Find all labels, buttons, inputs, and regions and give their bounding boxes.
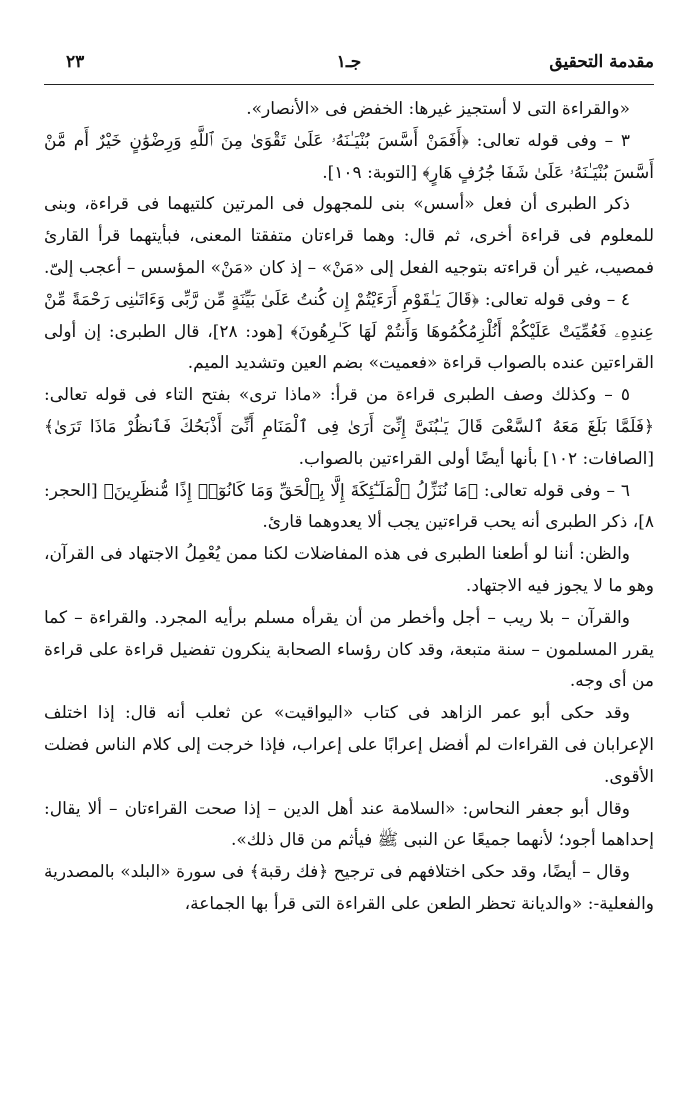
paragraph: ٥ – وكذلك وصف الطبرى قراءة من قرأ: «ماذا ترى» بفتح التاء فى قوله تعالى: ﴿فَلَمَّا بَلَغَ مَعَهُ ٱلسَّعْىَ قَالَ يَـٰبُنَىَّ إِنِّىٓ أَرَىٰ فِى ٱلْمَنَامِ أَنِّىٓ أَذْبَحُكَ فَٱنظُرْ مَاذَا تَرَىٰ﴾ [الصافات: ١٠٢] بأنها أيضًا أولى القراءتين بالصواب. [44, 385, 654, 469]
page-body [44, 94, 654, 921]
paragraph: وقال أبو جعفر النحاس: «السلامة عند أهل الدين – إذا صحت القراءتان – ألا يقال: إحداهما أجود؛ لأنهما جميعًا عن النبى ﷺ فيأثم من قال ذلك». [44, 798, 654, 851]
paragraph: ٣ – وفى قوله تعالى: ﴿أَفَمَنْ أَسَّسَ بُنْيَـٰنَهُۥ عَلَىٰ تَقْوَىٰ مِنَ ٱللَّهِ وَرِضْوَٰنٍ خَيْرٌ أَم مَّنْ أَسَّسَ بُنْيَـٰنَهُۥ عَلَىٰ شَفَا جُرُفٍ هَارٍ﴾ [التوبة: ١٠٩]. [44, 130, 654, 183]
paragraph: والقرآن – بلا ريب – أجل وأخطر من أن يقرأه مسلم برأيه المجرد. والقراءة – كما يقرر المسلمون – سنة متبعة، وقد كان رؤساء الصحابة ينكرون تفضيل قراءة على قراءة من أى وجه. [44, 607, 654, 692]
section-title: مقدمة التحقيق [549, 52, 654, 72]
page-number: ٢٣ [66, 52, 85, 72]
page-header [44, 40, 654, 85]
paragraph: وقال – أيضًا، وقد حكى اختلافهم فى ترجيح ﴿فك رقبة﴾ فى سورة «البلد» بالمصدرية والفعلية-: «والديانة تحظر الطعن على القراءة التى قرأ بها الجماعة، [44, 862, 654, 914]
paragraph: ذكر الطبرى أن فعل «أسس» بنى للمجهول فى المرتين كلتيهما فى قراءة، وبنى للمعلوم فى قراءة أخرى، ثم قال: وهما قراءتان متفقتا المعنى، فبأيتهما قرأ القارئ فمصيب، غير أن قراءته بتوجيه الفعل إلى «مَنْ» – إذ كان «مَنْ» المؤسس – أعجب إلىّ. [44, 194, 654, 278]
paragraph: ٤ – وفى قوله تعالى: ﴿قَالَ يَـٰقَوْمِ أَرَءَيْتُمْ إِن كُنتُ عَلَىٰ بَيِّنَةٍ مِّن رَّبِّى وَءَاتَىٰنِى رَحْمَةً مِّنْ عِندِهِۦ فَعُمِّيَتْ عَلَيْكُمْ أَنُلْزِمُكُمُوهَا وَأَنتُمْ لَهَا كَـٰرِهُونَ﴾ [هود: ٢٨]، قال الطبرى: إن أولى القراءتين عنده بالصواب قراءة «فعميت» بضم العين وتشديد الميم. [44, 289, 654, 374]
paragraph: والظن: أننا لو أطعنا الطبرى فى هذه المفاضلات لكنا ممن يُعْمِلُ الاجتهاد فى القرآن، وهو ما لا يجوز فيه الاجتهاد. [44, 544, 654, 596]
paragraph: «والقراءة التى لا أستجيز غيرها: الخفض فى «الأنصار». [246, 99, 630, 119]
paragraph: ٦ – وفى قوله تعالى: ﴿مَا نُنَزِّلُ ٱلْمَلَـٰٓئِكَةَ إِلَّا بِٱلْحَقِّ وَمَا كَانُوٓا۟ إِذًا مُّنظَرِينَ﴾ [الحجر: ٨]، ذكر الطبرى أنه يحب قراءتين يجب ألا يعدوهما قارئ. [44, 480, 654, 533]
paragraph: وقد حكى أبو عمر الزاهد فى كتاب «اليواقيت» عن ثعلب أنه قال: إذا اختلف الإعرابان فى القراءات لم أفضل إعرابًا على إعراب، فإذا خرجت إلى كلام الناس فضلت الأقوى. [44, 703, 654, 787]
volume-label: جـ١ [336, 52, 362, 72]
